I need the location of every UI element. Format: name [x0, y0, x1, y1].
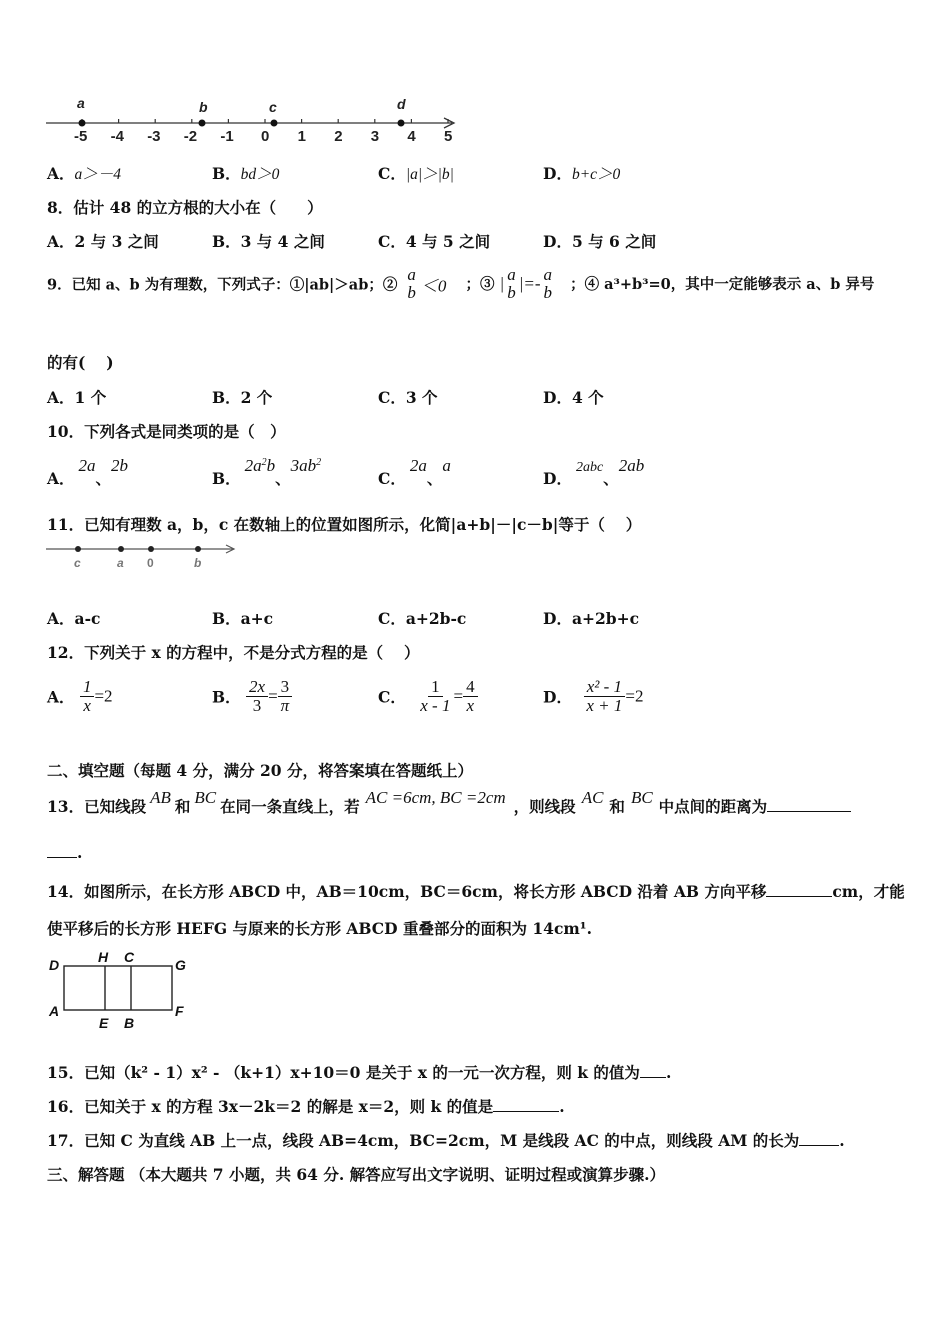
fig-label-C: C [124, 949, 135, 965]
tick-label: 0 [261, 128, 270, 145]
fig-label-B: B [124, 1015, 135, 1031]
fig-label-F: F [175, 1003, 184, 1019]
fig-label-E: E [99, 1015, 109, 1031]
point-b [199, 120, 206, 127]
q17-answer-blank [799, 1131, 839, 1146]
tick-label: -4 [110, 128, 124, 145]
q8-option-b: B．3 与 4 之间 [212, 232, 325, 251]
q7-option-b: B．bd＞0 [212, 164, 280, 183]
q9-option-b: B．2 个 [212, 388, 273, 407]
point-d [398, 120, 405, 127]
tick-label: -2 [183, 128, 198, 145]
point-d-label: d [397, 96, 406, 112]
point-c-label: c [269, 99, 277, 115]
q9-fraction-3a: a b [507, 265, 516, 302]
q15-stem: 15．已知（k² - 1）x² - （k+1）x+10＝0 是关于 x 的一元一次方程，则 k 的值为 . [47, 1063, 672, 1082]
q11-option-c: C．a+2b-c [378, 609, 467, 628]
tick-label: 4 [407, 128, 416, 145]
q11-option-b: B．a+c [212, 609, 274, 628]
q12-a-fraction: $\frac{1}{x}$ [80, 678, 95, 715]
q14-rectangle-figure [44, 946, 204, 1036]
tick-label: 1 [297, 128, 306, 145]
q11-point-a [118, 546, 124, 552]
q14-line1: 14．如图所示，在长方形 ABCD 中，AB＝10cm，BC＝6cm，将长方形 ABCD 沿着 AB 方向平移 cm，才能 [47, 882, 905, 901]
q12-option-b: B． $\frac{2x}{3}$ = $\frac{3}{\pi}$ [212, 678, 292, 715]
q12-b-fraction-right: $\frac{3}{\pi}$ [278, 678, 293, 715]
q16-stem: 16．已知关于 x 的方程 3x－2k＝2 的解是 x＝2，则 k 的值是 . [47, 1097, 565, 1116]
q12-c-fraction-left: $\frac{1}{x - 1}$ [420, 677, 451, 715]
point-c [271, 120, 278, 127]
tick-label: 2 [334, 128, 343, 145]
q14-answer-blank [766, 882, 832, 897]
fig-label-A: A [49, 1003, 60, 1019]
tick-label: -3 [147, 128, 161, 145]
q11-label-0: 0 [147, 556, 154, 570]
fig-label-H: H [98, 949, 109, 965]
point-b-label: b [199, 99, 208, 115]
tick-label: -5 [74, 128, 88, 145]
section-3-heading: 三、解答题 （本大题共 7 小题，共 64 分. 解答应写出文字说明、证明过程或演算步骤.） [47, 1165, 666, 1184]
q9-option-d: D．4 个 [543, 388, 604, 407]
q11-label-c: c [74, 556, 81, 570]
tick-label: 3 [370, 128, 380, 145]
q7-option-a: A．a＞－4 [47, 164, 122, 183]
q8-option-d: D．5 与 6 之间 [543, 232, 657, 251]
q10-option-c: C．2a、a [378, 456, 451, 488]
q9-stem-cont: 的有( ) [47, 353, 114, 372]
q11-point-b [195, 546, 201, 552]
q12-d-fraction: $\frac{\text{x² - 1}}{x + 1}$ [583, 678, 625, 715]
tick-label: 5 [444, 128, 453, 145]
q7-option-c: C．|a|＞|b| [378, 164, 454, 183]
tick-label: -1 [220, 128, 234, 145]
q11-label-b: b [194, 556, 202, 570]
q10-option-d: D．2abc、2ab [543, 456, 645, 488]
number-line-q7 [40, 92, 470, 152]
point-a-label: a [77, 95, 85, 111]
q10-stem: 10．下列各式是同类项的是（ ） [47, 422, 286, 441]
q10-option-b: B．$2a^2b$、$3ab^2$ [212, 456, 322, 488]
q12-option-d: D． $\frac{\text{x² - 1}}{x + 1}$ =2 [543, 677, 644, 715]
q9-option-c: C．3 个 [378, 388, 438, 407]
q11-option-d: D．a+2b+c [543, 609, 640, 628]
q9-option-a: A．1 个 [47, 388, 107, 407]
q11-point-c [75, 546, 81, 552]
q7-option-d: D．b+c＞0 [543, 164, 621, 183]
q8-option-c: C．4 与 5 之间 [378, 232, 491, 251]
q12-option-a: A． $\frac{1}{x}$ =2 [47, 677, 113, 715]
q9-stem: 9．已知 a、b 为有理数，下列式子：①|ab|＞ab；② a b ＜0 ；③ | a b |=- a b ；④ a³+b³=0，其中一定能够表示 a、b 异号 [47, 265, 875, 302]
q13-answer-blank-cont: . [47, 843, 82, 862]
q12-c-fraction-right: $\frac{4}{x}$ [463, 678, 478, 715]
q9-fraction-3b: a b [543, 265, 553, 302]
fig-label-G: G [175, 957, 186, 973]
q11-option-a: A．a-c [47, 609, 101, 628]
point-a [79, 120, 86, 127]
q16-answer-blank [493, 1097, 559, 1112]
q14-line2: 使平移后的长方形 HEFG 与原来的长方形 ABCD 重叠部分的面积为 14cm¹. [47, 919, 592, 938]
q11-stem: 11．已知有理数 a，b，c 在数轴上的位置如图所示，化简|a+b|－|c－b|等于（ ） [47, 515, 642, 534]
q12-b-fraction-left: $\frac{2x}{3}$ [246, 678, 268, 715]
q8-stem: 8．估计 48 的立方根的大小在（ ） [47, 198, 323, 217]
q11-point-0 [148, 546, 154, 552]
q12-stem: 12．下列关于 x 的方程中，不是分式方程的是（ ） [47, 643, 420, 662]
q10-option-a: A．2a、2b [47, 456, 129, 488]
q12-option-c: C． $\frac{1}{x - 1}$ = $\frac{4}{x}$ [378, 678, 478, 715]
q13-answer-blank [767, 811, 851, 812]
q8-option-a: A．2 与 3 之间 [47, 232, 159, 251]
q9-fraction-2: a b [407, 265, 416, 302]
number-line-q11 [40, 538, 240, 578]
q15-answer-blank [640, 1063, 666, 1078]
q17-stem: 17．已知 C 为直线 AB 上一点，线段 AB=4cm，BC=2cm，M 是线段 AC 的中点，则线段 AM 的长为 . [47, 1131, 845, 1150]
fig-label-D: D [49, 957, 60, 973]
section-2-heading: 二、填空题（每题 4 分，满分 20 分，将答案填在答题纸上） [47, 761, 473, 780]
q13-stem: 13．已知线段 AB 和 BC 在同一条直线上，若 AC =6cm, BC =2cm ，则线段 AC 和 BC 中点间的距离为 [47, 786, 851, 808]
q11-label-a: a [117, 556, 124, 570]
